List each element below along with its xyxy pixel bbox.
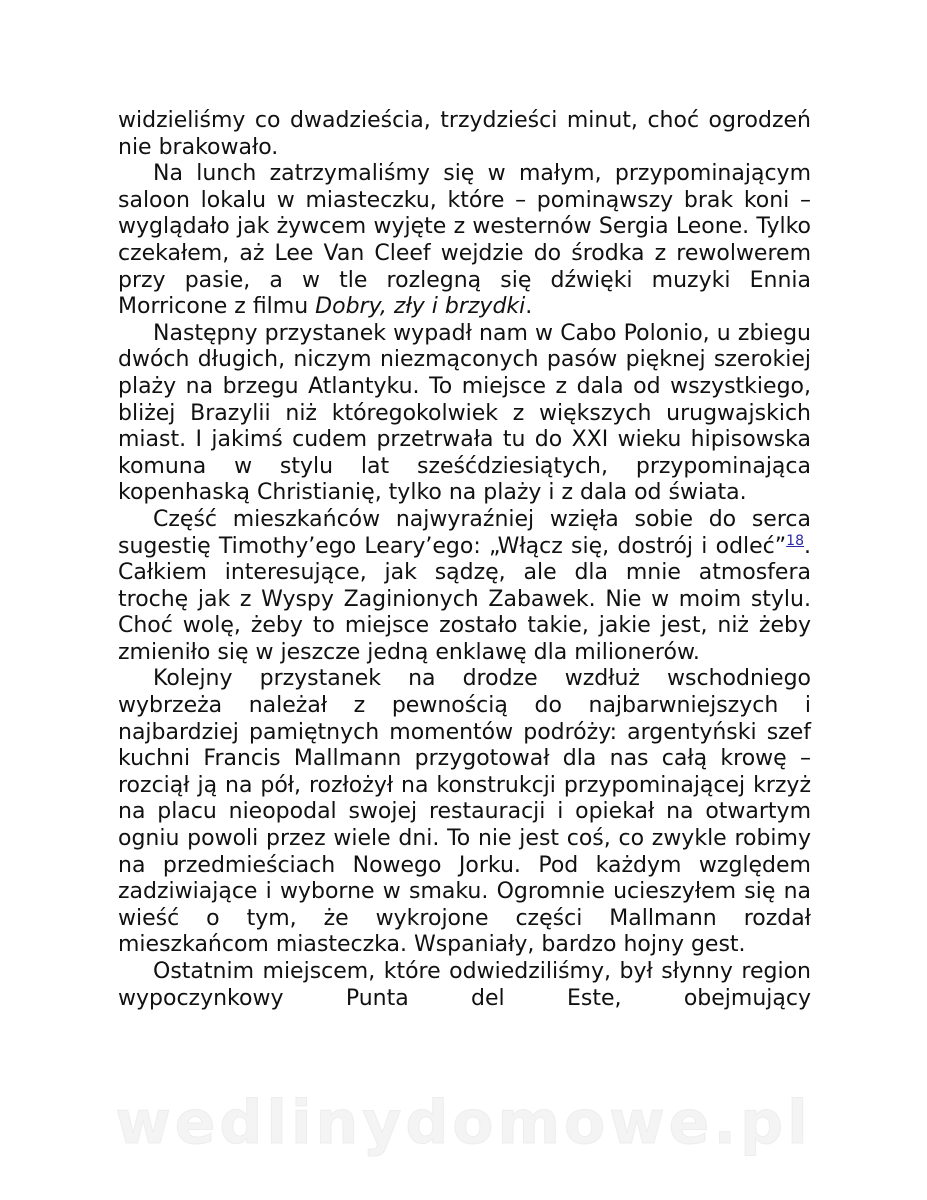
footnote-link-18[interactable]: 18 [786, 532, 804, 549]
paragraph-4 [118, 507, 811, 667]
paragraph-5 [118, 666, 811, 959]
paragraph-1-text: widzieliśmy co dwadzieścia, trzydzieści minut, choć ogrodzeń nie brakowało. [118, 108, 811, 160]
paragraph-5-text: Kolejny przystanek na drodze wzdłuż wschodniego wybrzeża należał z pewnością do najbarwniejszych i najbardziej pamiętnych momentów podróży: argentyński szef kuchni Francis Mallmann przygotował dla nas całą krowę – rozciął ją na pół, rozłożył na konstrukcji przypominającej krzyż na placu nieopodal swojej restauracji i opiekał na otwartym ogniu powoli przez wiele dni. To nie jest coś, co zwykle robimy na przedmieściach Nowego Jorku. Pod każdym względem zadziwiające i wyborne w smaku. Ogromnie ucieszyłem się na wieść o tym, że wykrojone części Mallmann rozdał mieszkańcom miasteczka. Wspaniały, bardzo hojny gest. [118, 666, 811, 958]
paragraph-2-end: . [525, 294, 533, 320]
paragraph-2-text: Na lunch zatrzymaliśmy się w małym, przypominającym saloon lokalu w miasteczku, które – pominąwszy brak koni – wyglądało jak żywcem wyjęte z westernów Sergia Leone. Tylko czekałem, aż Lee Van Cleef wejdzie do środka z rewolwerem przy pasie, a w tle rozlegną się dźwięki muzyki Ennia Morricone z filmu [118, 161, 811, 320]
watermark: wedlinydomowe.pl [115, 1088, 812, 1158]
film-title: Dobry, zły i brzydki [315, 294, 526, 320]
paragraph-2 [118, 161, 811, 321]
paragraph-6 [118, 959, 811, 1012]
paragraph-1 [118, 108, 811, 161]
paragraph-4-end: . Całkiem interesujące, jak sądzę, ale dla mnie atmosfera trochę jak z Wyspy Zaginionych Zabawek. Nie w moim stylu. Choć wolę, żeby to miejsce zostało takie, jakie jest, niż żeby zmieniło się w jeszcze jedną enklawę dla milionerów. [118, 533, 811, 665]
paragraph-3 [118, 321, 811, 507]
paragraph-6-text: Ostatnim miejscem, które odwiedziliśmy, był słynny region wypoczynkowy Punta del Este, obejmujący [118, 959, 811, 1011]
paragraph-4-text: Część mieszkańców najwyraźniej wzięła sobie do serca sugestię Timothy’ego Leary’ego: „Włącz się, dostrój i odleć” [118, 506, 811, 559]
paragraph-3-text: Następny przystanek wypadł nam w Cabo Polonio, u zbiegu dwóch długich, niczym niezmąconych pasów pięknej szerokiej plaży na brzegu Atlantyku. To miejsce z dala od wszystkiego, bliżej Brazylii niż któregokolwiek z większych urugwajskich miast. I jakimś cudem przetrwała tu do XXI wieku hipisowska komuna w stylu lat sześćdziesiątych, przypominająca kopenhaską Christianię, tylko na plaży i z dala od świata. [118, 320, 811, 506]
book-page-text [118, 108, 811, 1012]
